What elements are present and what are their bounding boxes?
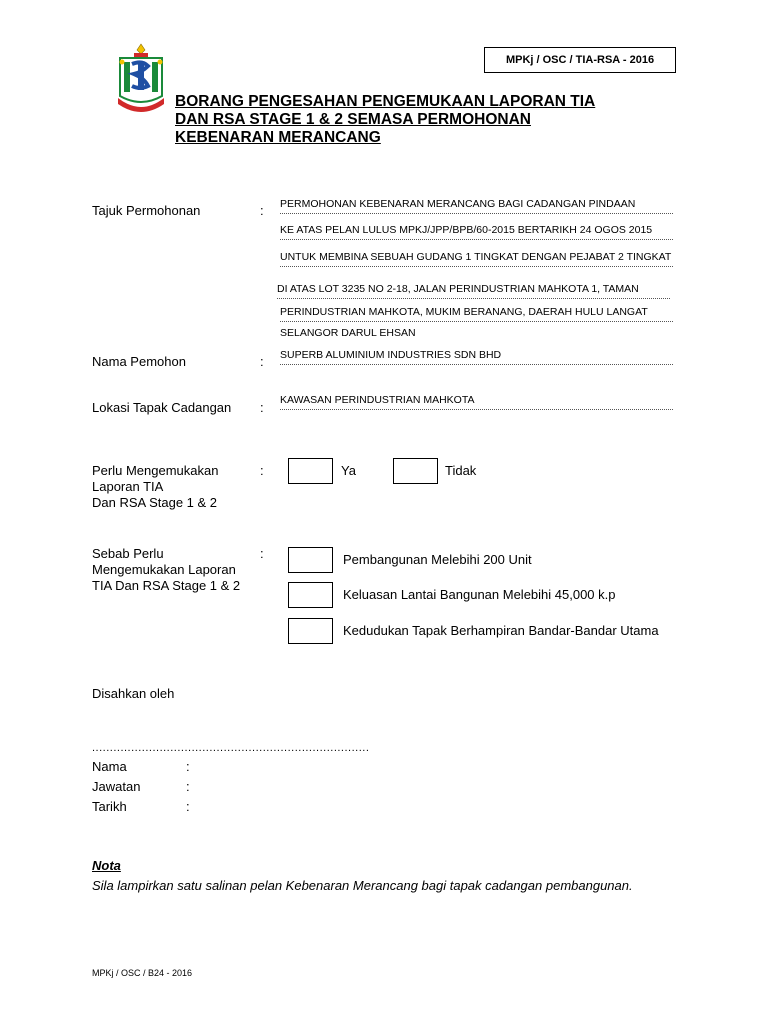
disahkan-label: Disahkan oleh bbox=[92, 686, 175, 701]
sig-nama-colon: : bbox=[186, 759, 190, 774]
sebab-option-3-checkbox[interactable] bbox=[288, 618, 333, 644]
tajuk-line-4: DI ATAS LOT 3235 NO 2-18, JALAN PERINDUSTRIAN MAHKOTA 1, TAMAN bbox=[277, 283, 670, 299]
sig-tarikh-colon: : bbox=[186, 799, 190, 814]
perlu-label-line-1: Perlu Mengemukakan bbox=[92, 463, 219, 478]
lokasi-colon: : bbox=[260, 400, 264, 415]
sig-tarikh-label: Tarikh bbox=[92, 799, 127, 814]
perlu-colon: : bbox=[260, 463, 264, 478]
nama-pemohon-value: SUPERB ALUMINIUM INDUSTRIES SDN BHD bbox=[280, 349, 673, 365]
tajuk-line-2: KE ATAS PELAN LULUS MPKJ/JPP/BPB/60-2015 BERTARIKH 24 OGOS 2015 bbox=[280, 224, 673, 240]
perlu-label-line-2: Laporan TIA bbox=[92, 479, 164, 494]
nota-text: Sila lampirkan satu salinan pelan Kebenaran Merancang bagi tapak cadangan pembangunan. bbox=[92, 878, 633, 893]
tajuk-label: Tajuk Permohonan bbox=[92, 203, 201, 218]
sebab-label bbox=[92, 546, 240, 594]
sebab-colon: : bbox=[260, 546, 264, 561]
tajuk-line-3: UNTUK MEMBINA SEBUAH GUDANG 1 TINGKAT DENGAN PEJABAT 2 TINGKAT bbox=[280, 251, 673, 267]
sig-jawatan-label: Jawatan bbox=[92, 779, 141, 794]
sebab-option-1-checkbox[interactable] bbox=[288, 547, 333, 573]
tidak-checkbox[interactable] bbox=[393, 458, 438, 484]
mpkj-crest-icon bbox=[112, 42, 170, 120]
signature-line: .............................................................................. bbox=[92, 742, 370, 754]
title-line-1: BORANG PENGESAHAN PENGEMUKAAN LAPORAN TIA bbox=[175, 93, 596, 110]
lokasi-value: KAWASAN PERINDUSTRIAN MAHKOTA bbox=[280, 394, 673, 410]
form-title bbox=[175, 93, 695, 147]
sebab-option-2-label: Keluasan Lantai Bangunan Melebihi 45,000 k.p bbox=[343, 587, 616, 602]
tajuk-colon: : bbox=[260, 203, 264, 218]
tajuk-line-5: PERINDUSTRIAN MAHKOTA, MUKIM BERANANG, DAERAH HULU LANGAT bbox=[280, 306, 673, 322]
nama-pemohon-colon: : bbox=[260, 354, 264, 369]
sebab-label-line-1: Sebab Perlu bbox=[92, 546, 164, 561]
sebab-option-1-label: Pembangunan Melebihi 200 Unit bbox=[343, 552, 532, 567]
lokasi-label: Lokasi Tapak Cadangan bbox=[92, 400, 232, 415]
tajuk-line-6: SELANGOR DARUL EHSAN bbox=[280, 327, 416, 339]
form-code: MPKj / OSC / TIA-RSA - 2016 bbox=[505, 54, 655, 66]
sebab-option-2-checkbox[interactable] bbox=[288, 582, 333, 608]
nota-heading: Nota bbox=[92, 858, 121, 873]
sebab-option-3-label: Kedudukan Tapak Berhampiran Bandar-Bandar Utama bbox=[343, 623, 659, 638]
sebab-label-line-2: Mengemukakan Laporan bbox=[92, 562, 236, 577]
form-code-box bbox=[484, 47, 676, 73]
title-line-2: DAN RSA STAGE 1 & 2 SEMASA PERMOHONAN bbox=[175, 111, 531, 128]
nama-pemohon-label: Nama Pemohon bbox=[92, 354, 186, 369]
sig-jawatan-colon: : bbox=[186, 779, 190, 794]
perlu-label bbox=[92, 463, 218, 511]
sebab-label-line-3: TIA Dan RSA Stage 1 & 2 bbox=[92, 578, 241, 593]
tidak-label: Tidak bbox=[445, 463, 477, 478]
perlu-label-line-3: Dan RSA Stage 1 & 2 bbox=[92, 495, 218, 510]
title-line-3: KEBENARAN MERANCANG bbox=[175, 129, 381, 146]
ya-checkbox[interactable] bbox=[288, 458, 333, 484]
footer-code: MPKj / OSC / B24 - 2016 bbox=[92, 968, 193, 978]
sig-nama-label: Nama bbox=[92, 759, 127, 774]
ya-label: Ya bbox=[341, 463, 356, 478]
tajuk-line-1: PERMOHONAN KEBENARAN MERANCANG BAGI CADANGAN PINDAAN bbox=[280, 198, 673, 214]
